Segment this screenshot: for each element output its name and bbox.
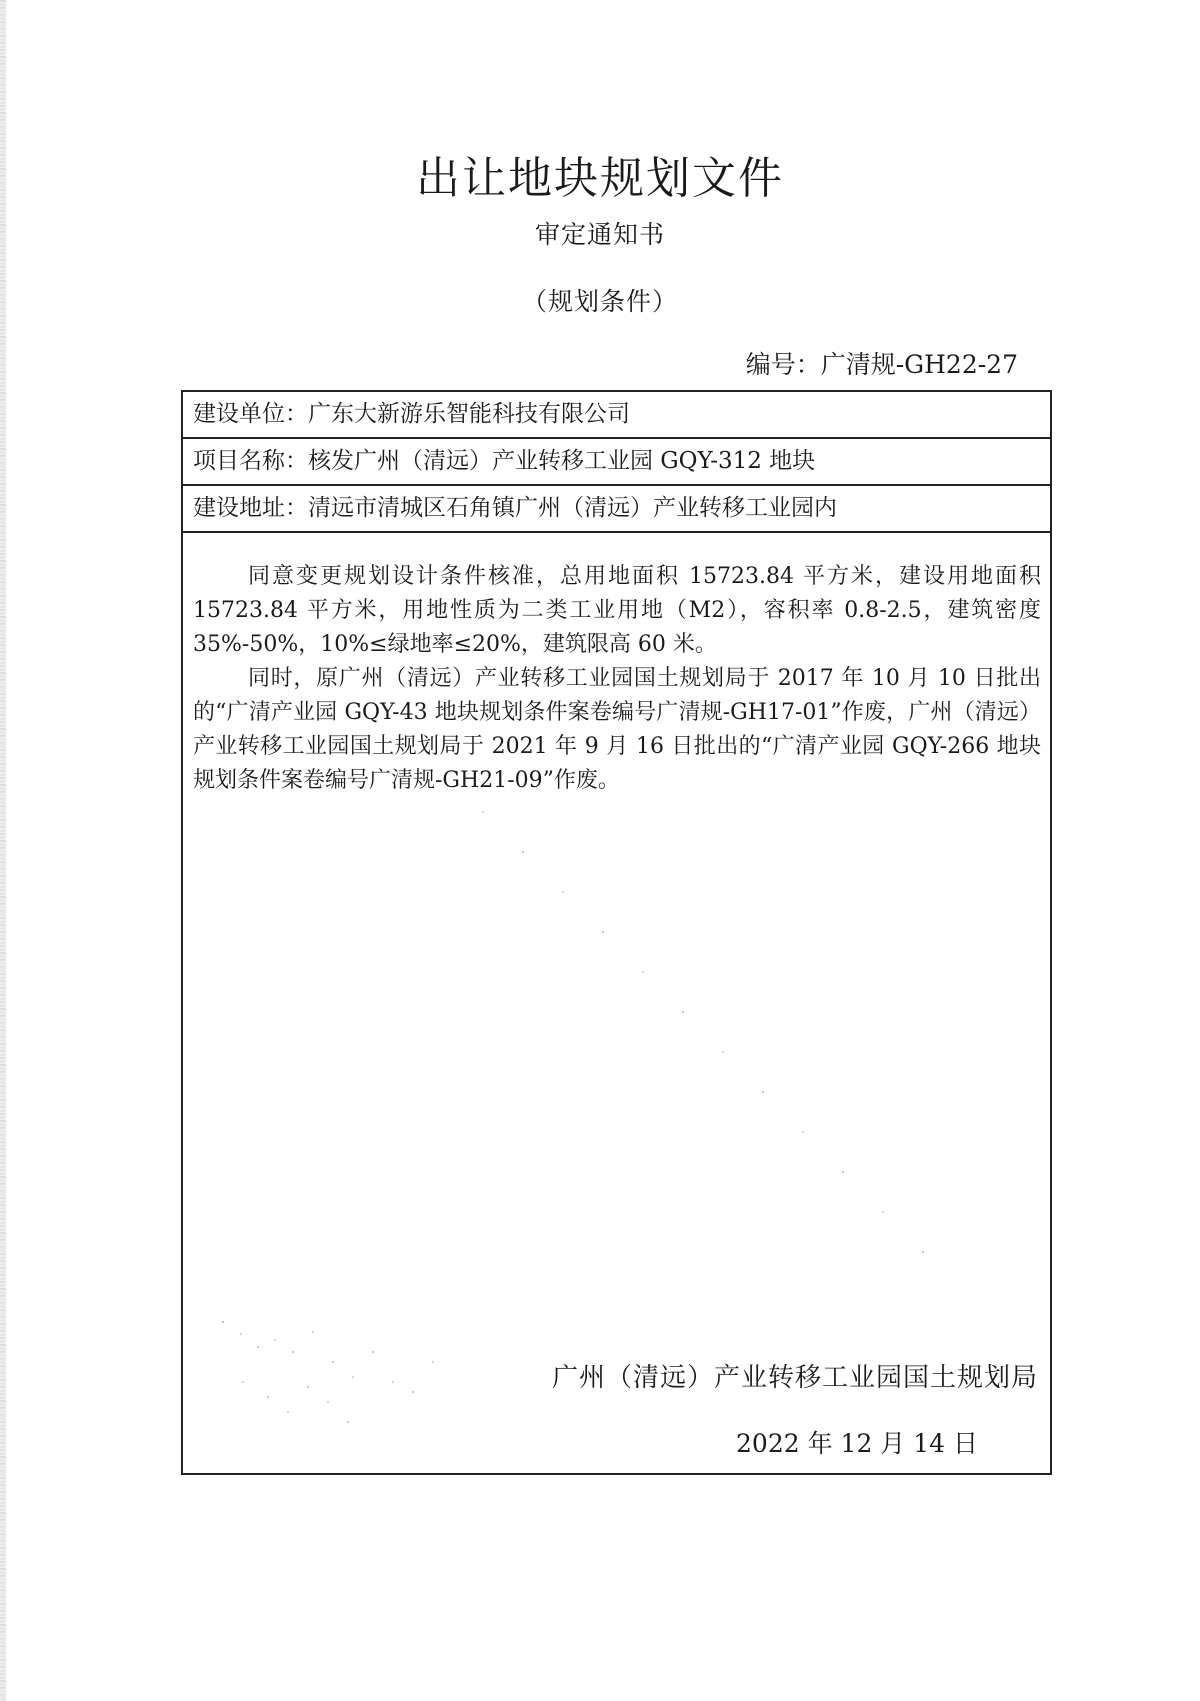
- document-title: 出让地块规划文件: [416, 153, 784, 204]
- document-number: 编号：广清规-GH22-27: [745, 350, 1018, 379]
- field-construction-address: 建设地址：清远市清城区石角镇广州（清远）产业转移工业园内: [183, 486, 1050, 533]
- body-paragraph-1: 同意变更规划设计条件核准，总用地面积 15723.84 平方米，建设用地面积 15723.84 平方米，用地性质为二类工业用地（M2），容积率 0.8-2.5，建筑密度 35%-50%，10%≤绿地率≤20%，建筑限高 60 米。: [193, 564, 1041, 657]
- body-paragraph-2: 同时，原广州（清远）产业转移工业园国土规划局于 2017 年 10 月 10 日批出的“广清产业园 GQY-43 地块规划条件案卷编号广清规-GH17-01”作废，广州（清远）产业转移工业园国土规划局于 2021 年 9 月 16 日批出的“广清产业园 GQY-266 地块规划条件案卷编号广清规-GH21-09”作废。: [193, 666, 1041, 793]
- stamp-residue: [183, 392, 1050, 1473]
- document-frame: [181, 390, 1052, 1475]
- scan-edge: [0, 0, 6, 1701]
- issue-date: 2022 年 12 月 14 日: [736, 1429, 978, 1458]
- document-body: [193, 560, 1041, 798]
- document-subtitle: 审定通知书: [534, 220, 665, 249]
- document-subtitle-conditions: （规划条件）: [521, 287, 678, 316]
- issuing-authority: 广州（清远）产业转移工业园国土规划局: [551, 1363, 1038, 1393]
- field-project-name: 项目名称：核发广州（清远）产业转移工业园 GQY-312 地块: [183, 439, 1050, 486]
- field-construction-unit: 建设单位：广东大新游乐智能科技有限公司: [183, 392, 1050, 439]
